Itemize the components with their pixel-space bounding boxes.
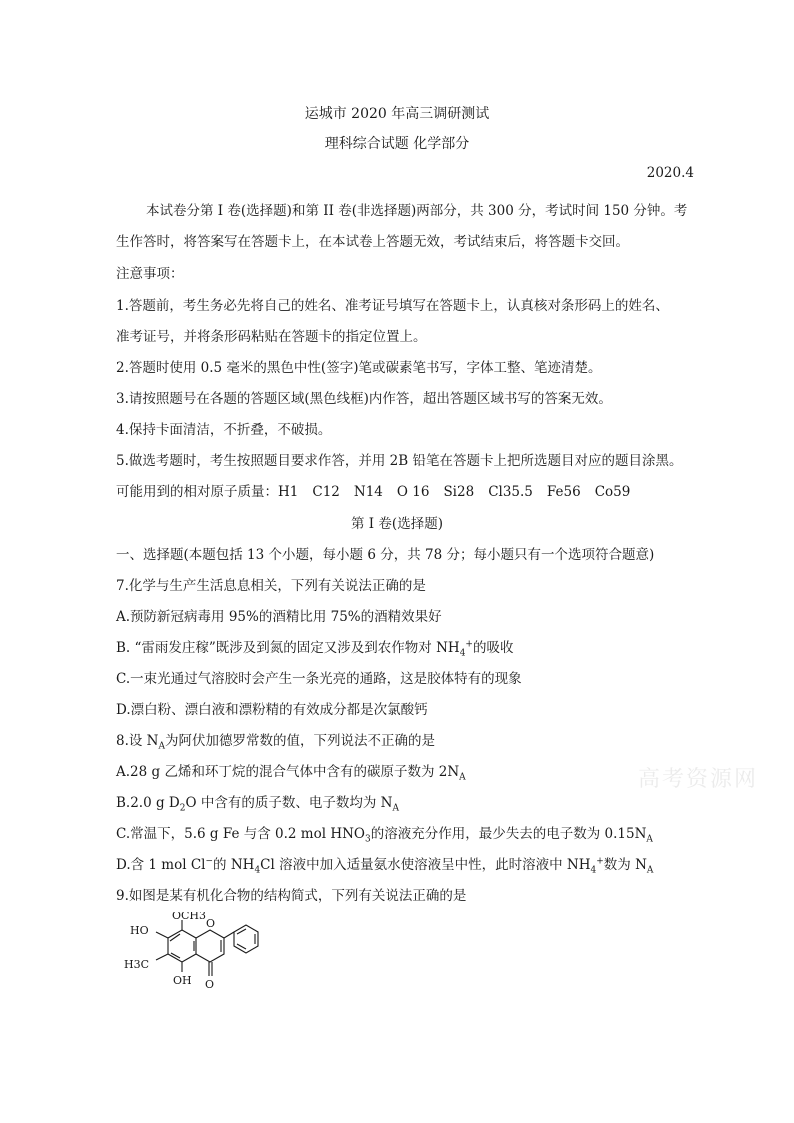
q7-stem: 7.化学与生产生活息息相关，下列有关说法正确的是 xyxy=(116,578,426,594)
q8-stem-sub: A xyxy=(158,741,165,752)
q7-b-sub: 4 xyxy=(459,648,466,659)
q7-b-sup: + xyxy=(465,639,473,650)
mass-si: Si28 xyxy=(443,484,475,500)
q7-option-a: A.预防新冠病毒用 95%的酒精比用 75%的酒精效果好 xyxy=(116,609,442,625)
notes-heading: 注意事项： xyxy=(116,266,184,282)
q8-option-a xyxy=(116,760,466,783)
mass-cl: Cl35.5 xyxy=(488,484,533,500)
label-och3: OCH3 xyxy=(172,912,207,922)
mass-fe: Fe56 xyxy=(546,484,581,500)
exam-subtitle: 理科综合试题 化学部分 xyxy=(324,136,470,152)
q8-option-c xyxy=(116,822,653,845)
q8-c-p1: C.常温下，5.6 g Fe 与含 0.2 mol HNO xyxy=(116,826,365,842)
q8-a-sub: A xyxy=(459,772,466,783)
section-instruction: 一、选择题(本题包括 13 个小题，每小题 6 分，共 78 分；每小题只有一个选项符合题意) xyxy=(116,547,655,563)
q8-d-s1: 4 xyxy=(254,865,261,876)
q8-d-sup2: + xyxy=(596,856,604,867)
q8-d-sup1: − xyxy=(205,856,214,867)
q8-b-s2: A xyxy=(392,803,399,814)
mass-h: H1 xyxy=(278,484,299,500)
q8-d-s3: A xyxy=(646,865,654,876)
q8-c-s2: A xyxy=(646,834,653,845)
note-1a: 1.答题前，考生务必先将自己的姓名、准考证号填写在答题卡上，认真核对条形码上的姓名、 xyxy=(116,298,669,314)
intro-line-2: 生作答时，将答案写在答题卡上，在本试卷上答题无效，考试结束后，将答题卡交回。 xyxy=(116,234,629,250)
q8-option-d xyxy=(116,853,654,876)
section-title: 第 I 卷(选择题) xyxy=(351,516,443,532)
label-ring-oxygen: O xyxy=(206,917,216,930)
note-4: 4.保持卡面清洁，不折叠，不破损。 xyxy=(116,422,332,438)
note-2: 2.答题时使用 0.5 毫米的黑色中性(签字)笔或碳素笔书写，字体工整、笔迹清楚。 xyxy=(116,360,602,376)
intro-line-1: 本试卷分第 I 卷(选择题)和第 II 卷(非选择题)两部分，共 300 分，考试时间 150 分钟。考 xyxy=(146,203,688,219)
q8-c-p2: 的溶液充分作用，最少失去的电子数为 0.15N xyxy=(370,826,647,842)
exam-date: 2020.4 xyxy=(646,165,694,181)
q8-option-b xyxy=(116,791,399,814)
q8-stem xyxy=(116,729,435,752)
q8-c-s1: 3 xyxy=(365,834,371,845)
label-ho-top: HO xyxy=(130,924,149,937)
q8-b-s1: 2 xyxy=(179,803,186,814)
exam-title: 运城市 2020 年高三调研测试 xyxy=(304,106,490,122)
atomic-masses-label: 可能用到的相对原子质量： xyxy=(116,484,278,500)
label-carbonyl-oxygen: O xyxy=(205,978,215,991)
q8-d-p2: 的 NH xyxy=(213,857,255,873)
q7-option-c: C.一束光通过气溶胶时会产生一条光亮的通路，这是胶体特有的现象 xyxy=(116,671,522,687)
mass-co: Co59 xyxy=(594,484,631,500)
q8-stem-post: 为阿伏加德罗常数的值，下列说法不正确的是 xyxy=(164,733,435,749)
note-3: 3.请按照题号在各题的答题区域(黑色线框)内作答，超出答题区域书写的答案无效。 xyxy=(116,391,612,407)
label-oh-bottom: OH xyxy=(173,974,192,987)
label-h3c: H3C xyxy=(124,958,150,971)
note-1b: 准考证号，并将条形码粘贴在答题卡的指定位置上。 xyxy=(116,329,427,345)
ring-c xyxy=(196,930,224,962)
q8-b-p2: O 中含有的质子数、电子数均为 N xyxy=(185,795,393,811)
q8-b-p1: B.2.0 g D xyxy=(116,795,180,811)
q8-stem-pre: 8.设 N xyxy=(116,733,159,749)
q7-option-d: D.漂白粉、漂白液和漂粉精的有效成分都是次氯酸钙 xyxy=(116,702,428,718)
q7-b-tail: 的吸收 xyxy=(472,640,514,656)
q7-b-text: B. “雷雨发庄稼”既涉及到氮的固定又涉及到农作物对 NH xyxy=(116,640,460,656)
q7-option-b xyxy=(116,636,514,659)
q8-d-p3: Cl 溶液中加入适量氨水使溶液呈中性，此时溶液中 NH xyxy=(260,857,591,873)
mass-n: N14 xyxy=(353,484,383,500)
watermark: 高考资源网 xyxy=(638,767,759,792)
note-5: 5.做选考题时，考生按照题目要求作答，并用 2B 铅笔在答题卡上把所选题目对应的题目涂黑。 xyxy=(116,453,683,469)
atomic-masses xyxy=(116,480,630,500)
q8-d-s2: 4 xyxy=(590,865,597,876)
q9-stem: 9.如图是某有机化合物的结构简式，下列有关说法正确的是 xyxy=(116,888,467,904)
q8-a-text: A.28 g 乙烯和环丁烷的混合气体中含有的碳原子数为 2N xyxy=(116,764,460,780)
q8-d-p4: 数为 N xyxy=(603,857,647,873)
mass-o: O 16 xyxy=(396,484,430,500)
mass-c: C12 xyxy=(312,484,340,500)
flavone-structure-diagram xyxy=(116,912,276,1004)
q8-d-p1: D.含 1 mol Cl xyxy=(116,857,206,873)
ring-a xyxy=(168,930,196,962)
